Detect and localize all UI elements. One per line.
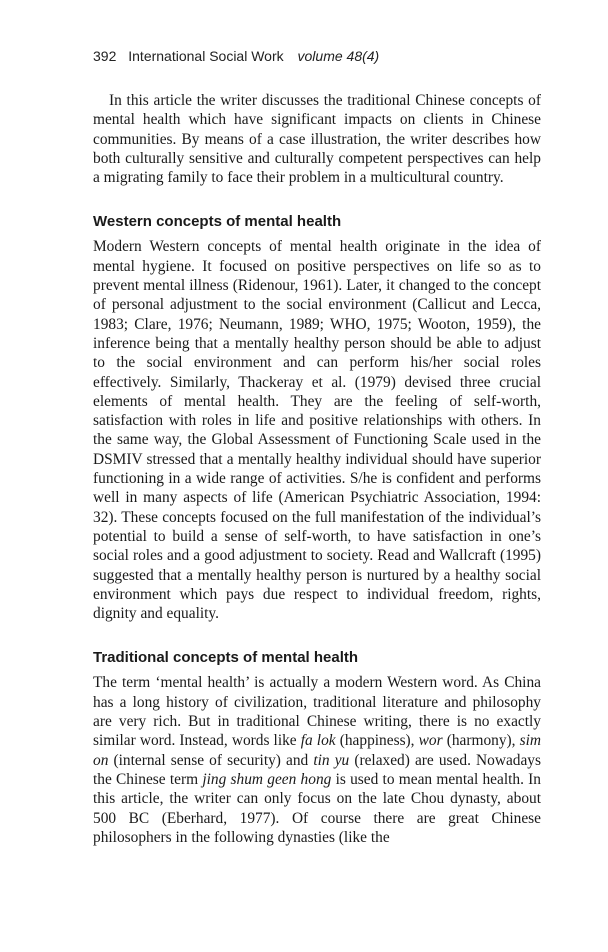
term-wor: wor [418,732,443,750]
page-number: 392 [93,48,117,64]
intro-paragraph: In this article the writer discusses the traditional Chinese concepts of mental health which have significant impacts on clients in Chinese communities. By means of a case illustration, the writer describes how both culturally sensitive and culturally competent perspectives can help a migrating family to face their problem in a multicultural country. [93,92,541,187]
term-jing-shum-geen-hong: jing shum geen hong [202,770,332,788]
page [93,48,541,847]
journal-title: International Social Work [128,48,284,64]
section-heading-western: Western concepts of mental health [93,213,342,231]
running-head [93,48,541,70]
western-paragraph: Modern Western concepts of mental health originate in the idea of mental hygiene. It focused on positive perspectives on life so as to prevent mental illness (Ridenour, 1961). Later, it changed to the concept of personal adjustment to the social environment (Callicut and Lecca, 1983; Clare, 1976; Neumann, 1989; WHO, 1975; Wooton, 1959), the inference being that a mentally healthy person should be able to adjust to the social environment and can perform his/her social roles effectively. Similarly, Thackeray et al. (1979) devised three crucial elements of mental health. They are the feeling of self-worth, satisfaction with roles in life and positive relationships with others. In the same way, the Global Assessment of Functioning Scale used in the DSMIV stressed that a mentally healthy individual should have superior functioning in a wide range of activities. S/he is confident and performs well in many aspects of life (American Psychiatric Association, 1994: 32). These concepts focused on the full manifestation of the individual’s potential to build a sense of self-worth, to have satisfaction in one’s social roles and a good adjustment to society. Read and Wallcraft (1995) suggested that a mentally healthy person is nurtured by a healthy social environment which pays due respect to individual freedom, rights, dignity and equality. [93,238,541,623]
section-heading-traditional: Traditional concepts of mental health [93,649,359,667]
term-tin-yu: tin yu [313,751,350,769]
traditional-paragraph: The term ‘mental health’ is actually a modern Western word. As China has a long history of civilization, traditional literature and philosophy are very rich. But in traditional Chinese writing, there is no exactly similar word. Instead, words like fa lok (happiness), wor (harmony), sim on (internal sense of security) and tin yu (relaxed) are used. Nowadays the Chinese term jing shum geen hong is used to mean mental health. In this article, the writer can only focus on the late Chou dynasty, about 500 BC (Eberhard, 1977). Of course there are great Chinese philosophers in the following dynasties (like the [93,674,541,846]
journal-volume: volume 48(4) [297,48,380,64]
term-sim-on: sim on [93,732,541,769]
term-fa-lok: fa lok [300,732,336,750]
